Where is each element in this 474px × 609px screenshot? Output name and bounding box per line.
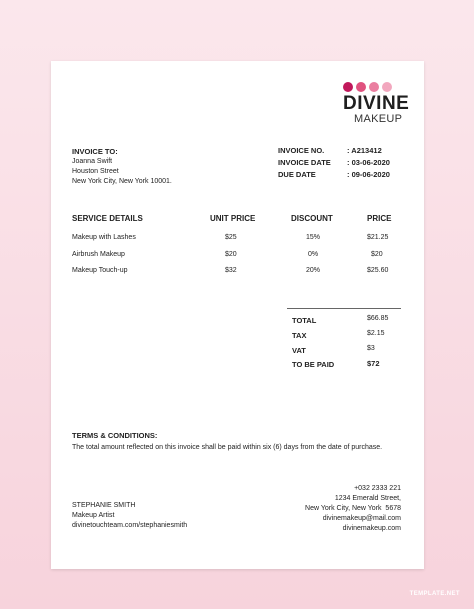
brand-subtitle: MAKEUP — [354, 113, 403, 125]
due-date-label: DUE DATE — [278, 170, 316, 179]
tax-value: $2.15 — [367, 330, 385, 337]
brand-dots — [343, 82, 392, 92]
tax-label: TAX — [292, 331, 307, 340]
service-row-1-unit: $25 — [225, 234, 237, 241]
service-row-3-discount: 20% — [306, 267, 321, 274]
invoice-page — [51, 61, 424, 569]
invoice-no-label: INVOICE NO. — [278, 146, 325, 155]
due-date-value: : 09-06-2020 — [347, 170, 390, 179]
vat-value: $3 — [367, 345, 375, 352]
invoice-date-value: : 03-06-2020 — [347, 158, 390, 167]
contact-website[interactable]: divinemakeup.com — [342, 525, 401, 532]
service-row-2-discount: 0% — [308, 251, 319, 258]
brand-dot-3 — [369, 82, 379, 92]
client-street: Houston Street — [72, 168, 119, 175]
service-row-3-unit: $32 — [225, 267, 237, 274]
col-header-discount: DISCOUNT — [291, 214, 333, 223]
total-value: $66.85 — [367, 315, 389, 322]
contact-phone: +032 2333 221 — [354, 485, 401, 492]
signer-url[interactable]: divinetouchteam.com/stephaniesmith — [72, 522, 188, 529]
vat-label: VAT — [292, 346, 306, 355]
terms-label: TERMS & CONDITIONS: — [72, 431, 158, 440]
brand-dot-1 — [343, 82, 353, 92]
to-be-paid-value: $72 — [367, 359, 380, 368]
contact-email[interactable]: divinemakeup@mail.com — [322, 515, 401, 522]
col-header-price: PRICE — [367, 214, 392, 223]
brand-name: DIVINE — [343, 93, 410, 114]
service-row-1-name: Makeup with Lashes — [72, 234, 136, 241]
service-row-2-name: Airbrush Makeup — [72, 251, 125, 258]
invoice-date-label: INVOICE DATE — [278, 158, 331, 167]
col-header-service: SERVICE DETAILS — [72, 214, 143, 223]
terms-text: The total amount reflected on this invoice shall be paid within six (6) days from the date of purchase. — [72, 444, 383, 451]
signer-name: STEPHANIE SMITH — [72, 502, 136, 509]
client-city: New York City, New York 10001. — [72, 178, 172, 185]
totals-divider — [287, 308, 401, 309]
brand-dot-4 — [382, 82, 392, 92]
col-header-unit-price: UNIT PRICE — [210, 214, 256, 223]
service-row-3-name: Makeup Touch-up — [72, 267, 128, 274]
total-label: TOTAL — [292, 316, 317, 325]
service-row-1-discount: 15% — [306, 234, 321, 241]
to-be-paid-label: TO BE PAID — [292, 360, 335, 369]
brand-dot-2 — [356, 82, 366, 92]
service-row-1-price: $21.25 — [367, 234, 389, 241]
service-row-3-price: $25.60 — [367, 267, 389, 274]
service-row-2-price: $20 — [371, 251, 383, 258]
invoice-to-label: INVOICE TO: — [72, 147, 118, 156]
template-watermark: TEMPLATE.NET — [409, 591, 460, 597]
contact-street: 1234 Emerald Street, — [334, 495, 401, 502]
signer-role: Makeup Artist — [72, 512, 115, 519]
client-name: Joanna Swift — [72, 158, 113, 165]
contact-city: New York City, New York 5678 — [305, 505, 401, 512]
invoice-no-value: : A213412 — [347, 146, 382, 155]
service-row-2-unit: $20 — [225, 251, 237, 258]
